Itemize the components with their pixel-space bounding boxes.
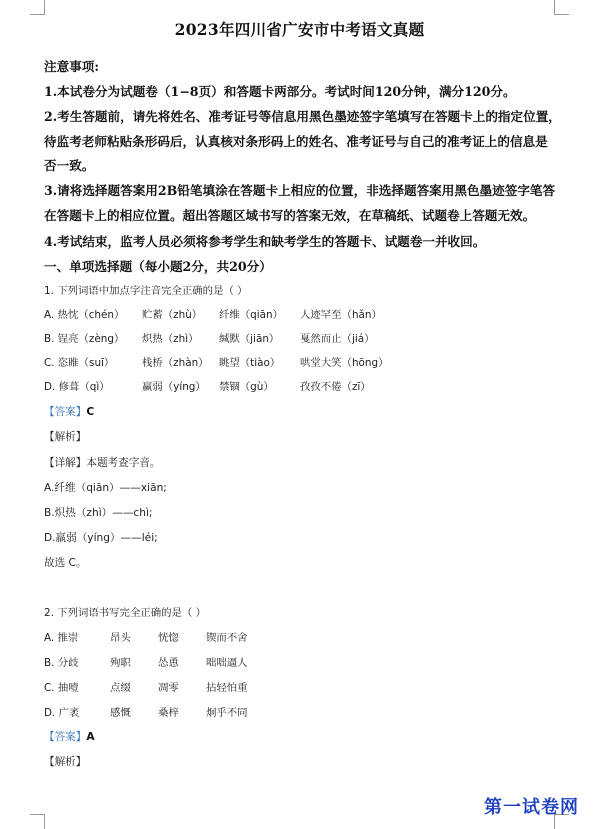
option-term: 桑梓 [158,707,179,719]
notice-line: 在答题卡上的相应位置。超出答题区域书写的答案无效，在草稿纸、试题卷上答题无效。 [44,208,536,223]
option-term: C. 抽噎 [44,682,79,694]
answer-value: A [86,731,95,743]
crop-mark-bottom-left [30,814,45,829]
question-1-detail-line: A.纤维（qiān）——xiān; [44,482,167,494]
option-term: A. 热忱（chén） [44,309,125,321]
option-term: B. 锃亮（zèng） [44,333,125,345]
option-term: 缄默（jiān） [219,333,280,345]
crop-mark-top-right [554,0,569,15]
option-term: 禁锢（gù） [219,381,274,393]
option-term: A. 推崇 [44,632,79,644]
question-1-detail-line: 故选 C。 [44,557,87,569]
answer-value: C [86,406,95,418]
answer-label: 【答案】 [44,406,87,418]
notice-line: 待监考老师粘贴条形码后，认真核对条形码上的姓名、准考证号与自己的准考证上的信息是 [44,134,548,149]
option-term: 恍惚 [158,632,179,644]
notice-line: 否一致。 [44,158,95,173]
page-title: 2023年四川省广安市中考语文真题 [174,20,425,39]
crop-mark-top-left [30,0,45,15]
question-1-detail-line: D.羸弱（yíng）——léi; [44,532,158,544]
question-1-analysis-label: 【解析】 [44,431,87,443]
option-term: 孜孜不倦（zī） [300,381,371,393]
option-term: 炽热（zhì） [142,333,199,345]
option-term: C. 恣睢（suī） [44,357,115,369]
question-2-answer [44,729,95,744]
option-term: 赢弱（yíng） [142,381,206,393]
question-1-stem: 1. 下列词语中加点字注音完全正确的是（ ） [44,285,248,297]
option-term: 殉职 [110,657,131,669]
option-term: 咄咄逼人 [206,657,248,669]
option-term: 炯乎不同 [206,707,248,719]
option-term: D. 修葺（qì） [44,381,110,393]
option-term: 怂恿 [158,657,179,669]
question-2-analysis-label: 【解析】 [44,756,87,768]
section-heading: 一、单项选择题（每小题2分，共20分） [44,259,272,274]
option-term: D. 广袤 [44,707,80,719]
option-term: 贮蓄（zhù） [142,309,203,321]
option-term: 凋零 [158,682,179,694]
notice-line: 3.请将选择题答案用2B铅笔填涂在答题卡上相应的位置，非选择题答案用黑色墨迹签字笔答 [44,183,556,198]
option-term: 哄堂大笑（hōng） [300,357,389,369]
notice-line: 1.本试卷分为试题卷（1−8页）和答题卡两部分。考试时间120分钟，满分120分。 [44,84,516,99]
notice-line: 4.考试结束，监考人员必须将参考学生和缺考学生的答题卡、试题卷一并收回。 [44,234,486,249]
notice-line: 2.考生答题前，请先将姓名、准考证号等信息用黑色墨迹签字笔填写在答题卡上的指定位置， [44,109,561,124]
option-term: 戛然而止（jiá） [300,333,375,345]
notice-heading: 注意事项: [44,59,100,74]
question-1-detail-line: 【详解】本题考查字音。 [44,457,161,469]
option-term: 感慨 [110,707,131,719]
option-term: 眺望（tiào） [219,357,281,369]
question-2-stem: 2. 下列词语书写完全正确的是（ ） [44,607,206,619]
answer-label: 【答案】 [44,731,87,743]
option-term: 栈桥（zhàn） [142,357,209,369]
option-term: 昂头 [110,632,131,644]
question-1-answer [44,404,94,419]
question-1-detail-line: B.炽热（zhì）——chì; [44,507,153,519]
option-term: 纤维（qiān） [219,309,283,321]
option-term: 拈轻怕重 [206,682,248,694]
option-term: B. 分歧 [44,657,79,669]
option-term: 人迹罕至（hǎn） [300,309,382,321]
watermark-logo: 第一试卷网 [484,797,579,818]
option-term: 点缀 [110,682,131,694]
option-term: 锲而不舍 [206,632,248,644]
